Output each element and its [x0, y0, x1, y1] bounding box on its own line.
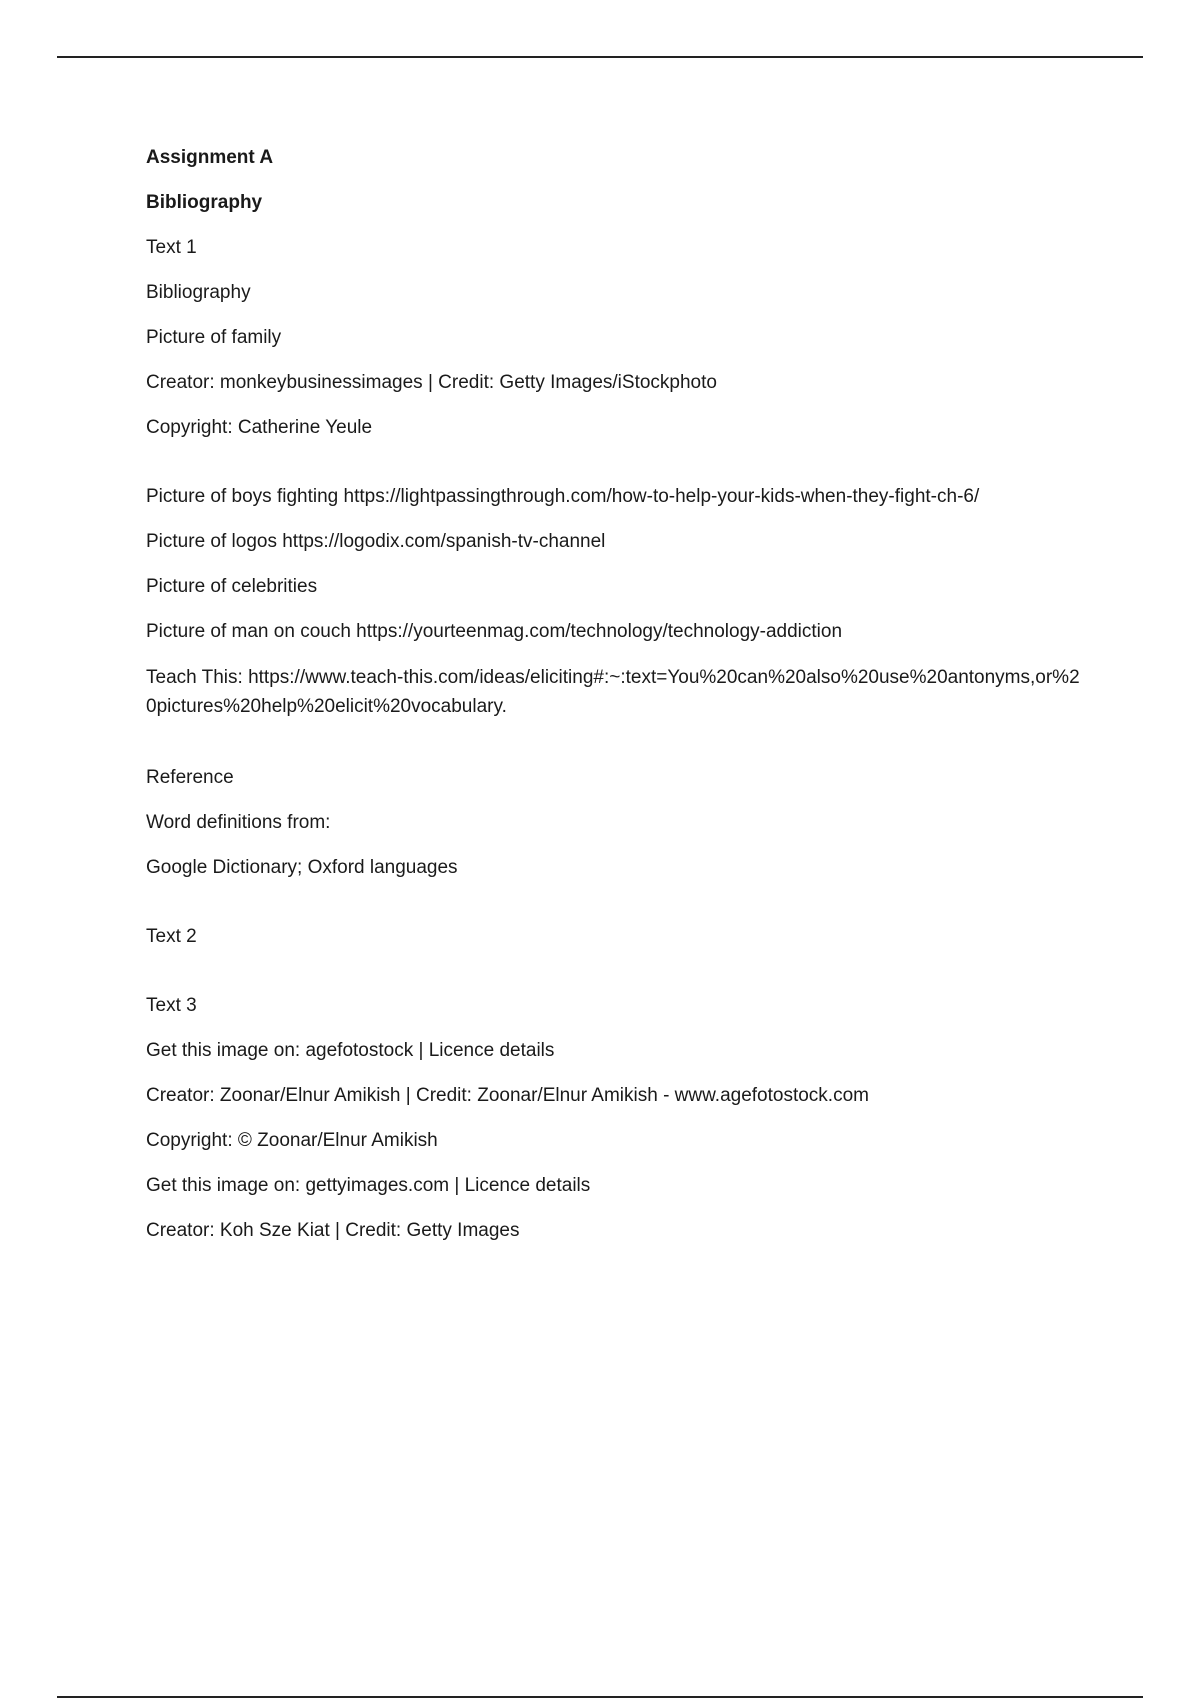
top-rule — [57, 56, 1143, 58]
definitions-source: Google Dictionary; Oxford languages — [146, 857, 458, 878]
text2-heading: Text 2 — [146, 926, 197, 947]
document-subtitle: Bibliography — [146, 192, 263, 213]
text1-label: Bibliography — [146, 282, 251, 303]
boys-fighting-reference: Picture of boys fighting https://lightpassingthrough.com/how-to-help-your-kids-when-they-fight-ch-6/ — [146, 486, 980, 507]
bottom-rule — [57, 1696, 1143, 1698]
family-copyright: Copyright: Catherine Yeule — [146, 417, 373, 438]
agefotostock-get: Get this image on: agefotostock | Licence details — [146, 1040, 555, 1061]
teach-this-reference: Teach This: https://www.teach-this.com/ideas/eliciting#:~:text=You%20can%20also%20use%20antonyms,or%20pictures%20help%20elicit%20vocabulary. — [146, 667, 1080, 717]
logos-reference: Picture of logos https://logodix.com/spanish-tv-channel — [146, 531, 606, 552]
couch-reference: Picture of man on couch https://yourteenmag.com/technology/technology-addiction — [146, 621, 843, 642]
agefotostock-creator: Creator: Zoonar/Elnur Amikish | Credit: Zoonar/Elnur Amikish - www.agefotostock.com — [146, 1085, 869, 1106]
family-creator: Creator: monkeybusinessimages | Credit: Getty Images/iStockphoto — [146, 372, 717, 393]
document-title: Assignment A — [146, 147, 274, 168]
getty-creator: Creator: Koh Sze Kiat | Credit: Getty Images — [146, 1220, 520, 1241]
definitions-label: Word definitions from: — [146, 812, 331, 833]
text3-heading: Text 3 — [146, 995, 197, 1016]
getty-get: Get this image on: gettyimages.com | Licence details — [146, 1175, 591, 1196]
family-title: Picture of family — [146, 327, 282, 348]
document-body — [146, 146, 1086, 1264]
agefotostock-copyright: Copyright: © Zoonar/Elnur Amikish — [146, 1130, 438, 1151]
text1-heading: Text 1 — [146, 237, 197, 258]
reference-heading: Reference — [146, 767, 234, 788]
celebrities-reference: Picture of celebrities — [146, 576, 318, 597]
